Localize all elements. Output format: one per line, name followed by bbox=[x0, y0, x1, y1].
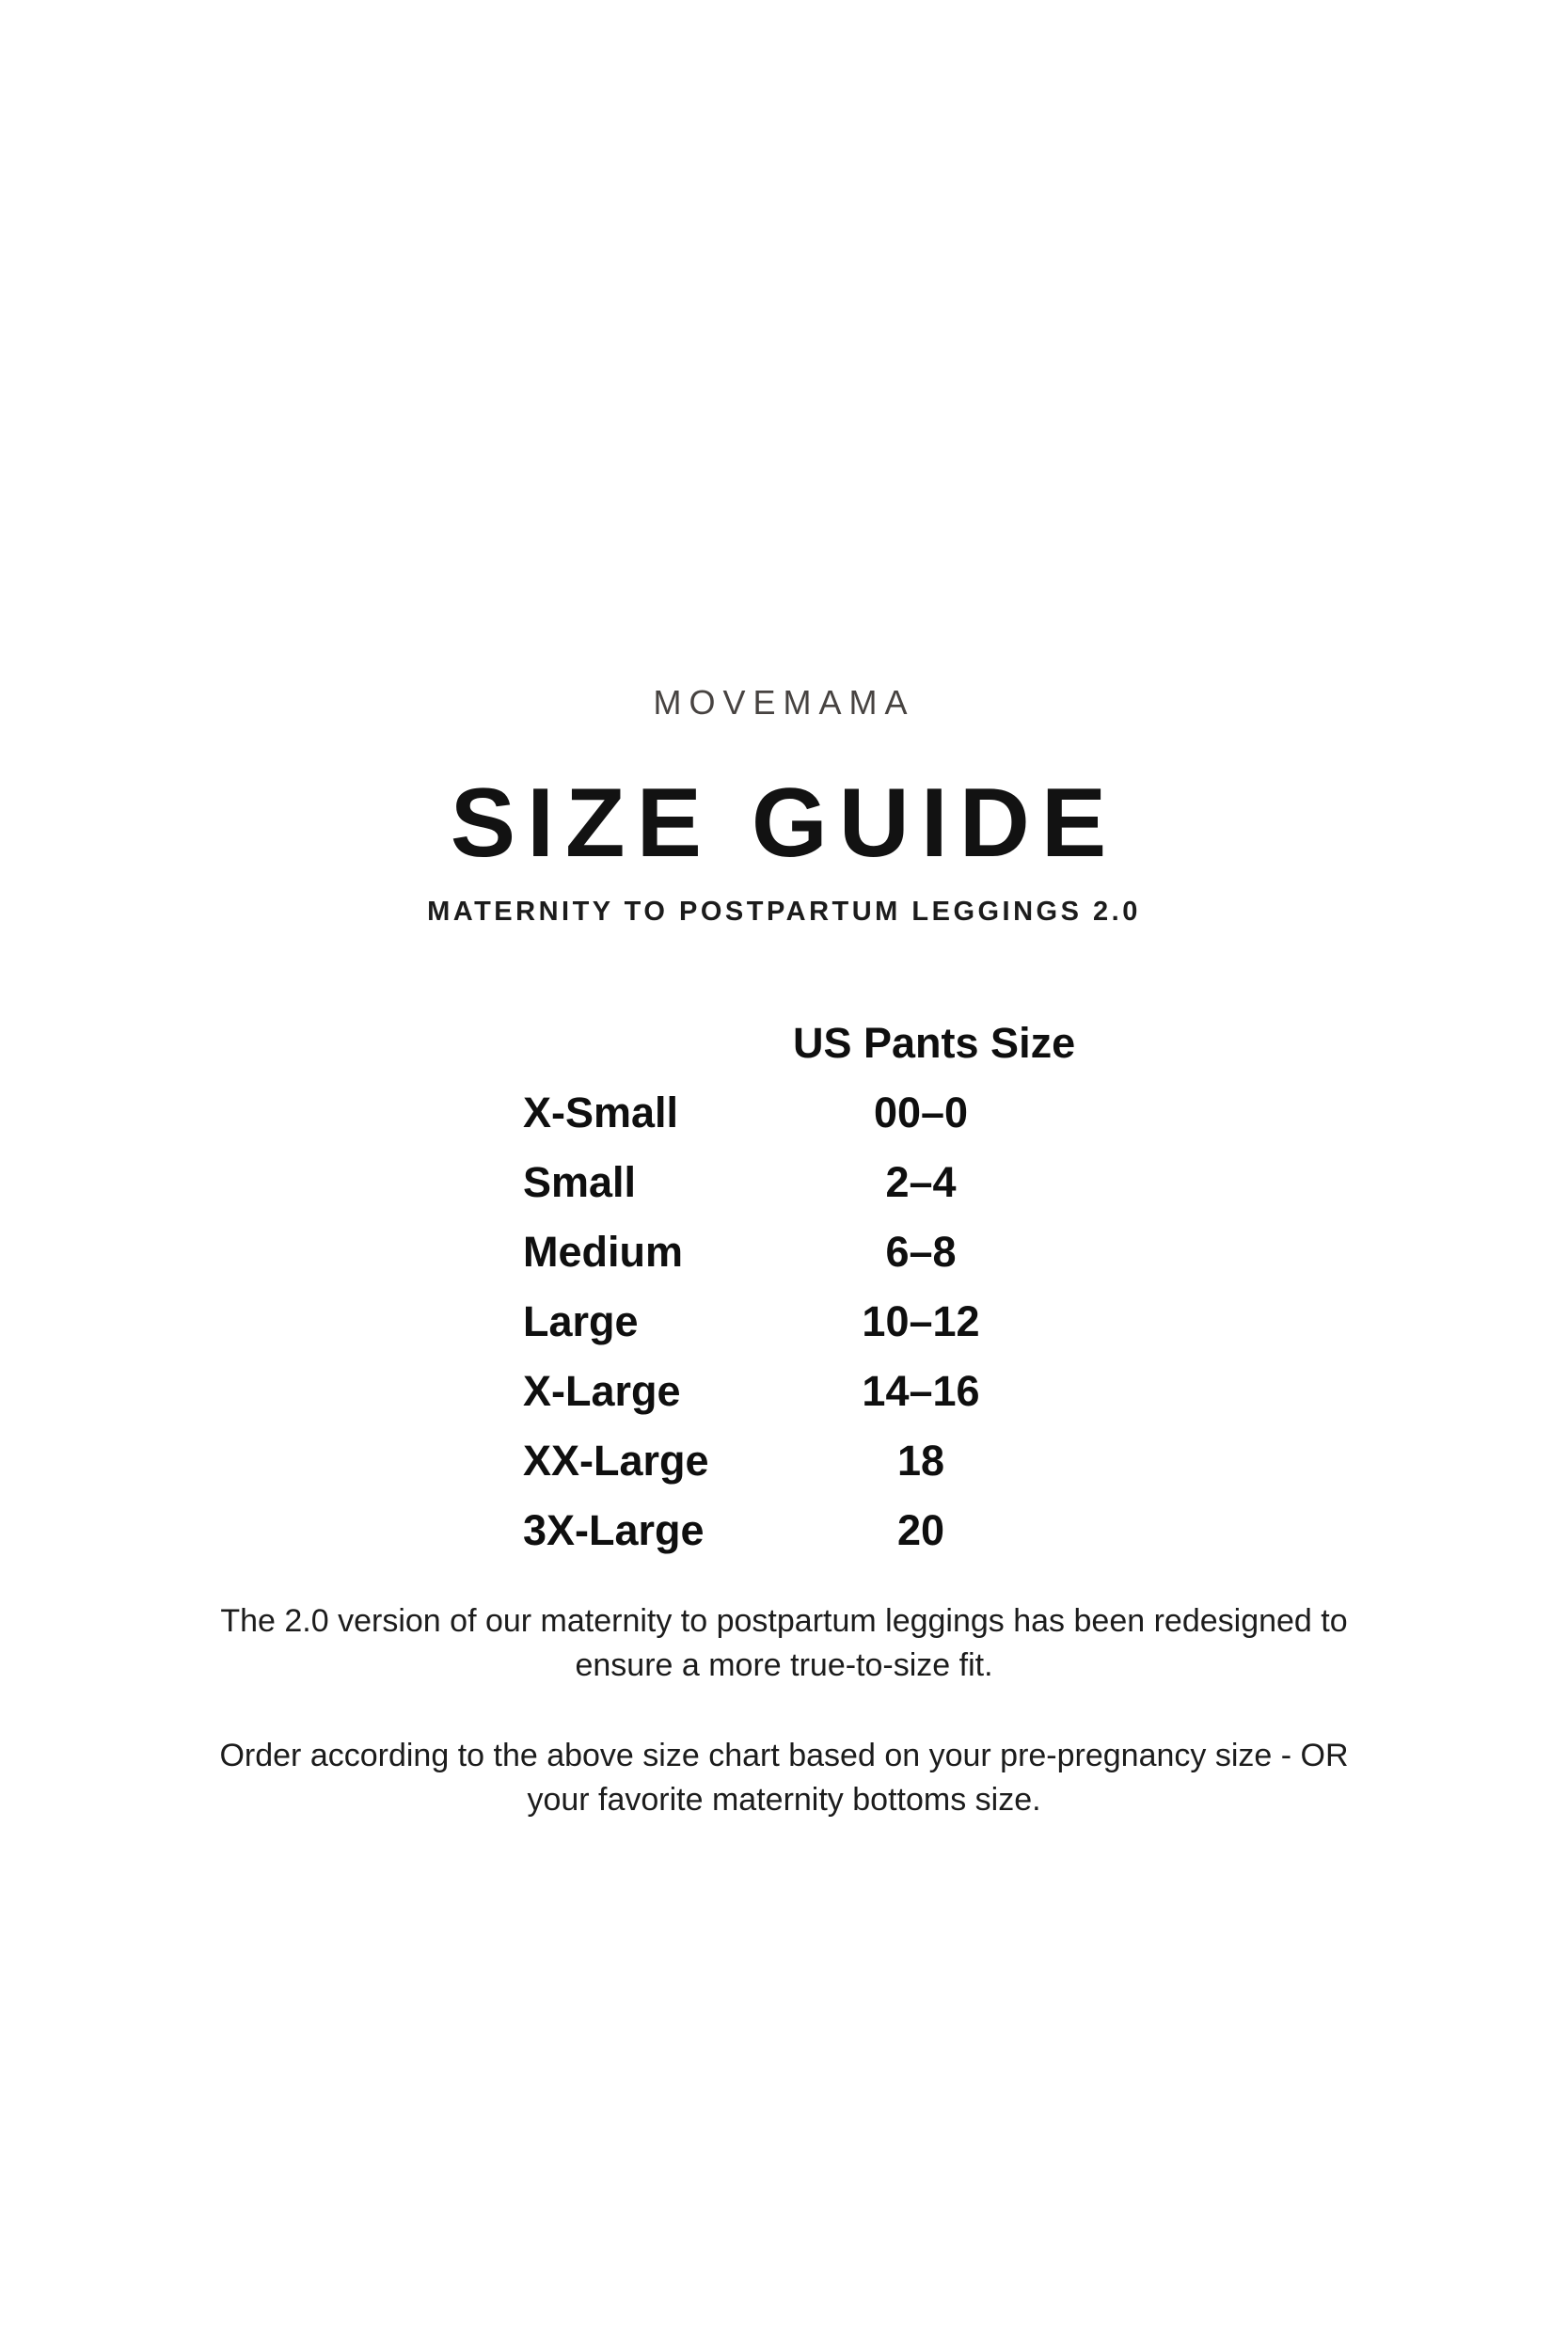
pants-size-value: 2–4 bbox=[885, 1158, 957, 1206]
pants-size-value: 20 bbox=[896, 1506, 945, 1554]
size-table bbox=[523, 1009, 1076, 1565]
note-paragraph-ordering bbox=[0, 1734, 1568, 1822]
size-label: Large bbox=[523, 1297, 639, 1345]
size-label: Small bbox=[523, 1158, 637, 1206]
table-header-spacer bbox=[523, 1009, 793, 1078]
brand-text: MOVEMAMA bbox=[653, 683, 915, 722]
size-label: X-Small bbox=[523, 1089, 679, 1136]
note-paragraph-redesign bbox=[0, 1599, 1568, 1688]
pants-size-value: 18 bbox=[896, 1437, 945, 1485]
note-line: Order according to the above size chart based on your pre-pregnancy size - OR bbox=[219, 1738, 1349, 1773]
pants-size-value: 6–8 bbox=[885, 1228, 957, 1276]
size-label: 3X-Large bbox=[523, 1506, 705, 1554]
page-subtitle: MATERNITY TO POSTPARTUM LEGGINGS 2.0 bbox=[427, 897, 1141, 927]
note-line: your favorite maternity bottoms size. bbox=[527, 1782, 1041, 1818]
note-line: ensure a more true-to-size fit. bbox=[575, 1647, 993, 1683]
size-label: X-Large bbox=[523, 1367, 681, 1415]
pants-size-value: 00–0 bbox=[873, 1089, 969, 1136]
size-label: XX-Large bbox=[523, 1437, 709, 1485]
size-label: Medium bbox=[523, 1228, 684, 1276]
pants-size-value: 14–16 bbox=[862, 1367, 980, 1415]
note-line: The 2.0 version of our maternity to postpartum leggings has been redesigned to bbox=[220, 1603, 1348, 1639]
pants-size-value: 10–12 bbox=[862, 1297, 980, 1345]
page-title: SIZE GUIDE bbox=[450, 769, 1118, 878]
table-header-us-pants-size: US Pants Size bbox=[793, 1019, 1076, 1067]
